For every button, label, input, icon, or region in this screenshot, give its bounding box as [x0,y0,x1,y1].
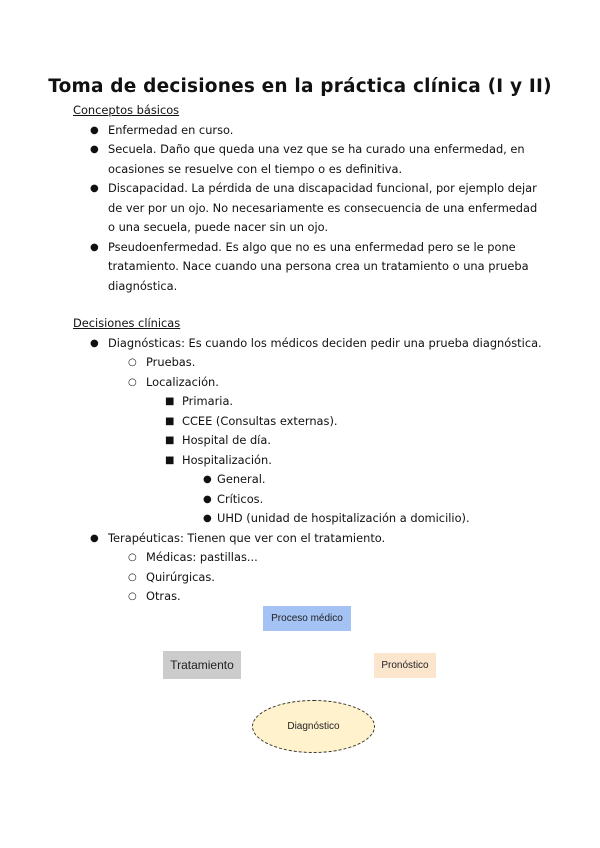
diagram-node-tratamiento: Tratamiento [163,651,241,679]
bullet-icon: ● [203,493,212,505]
bullet-icon: ● [90,241,99,253]
square-bullet-icon: ■ [165,435,175,446]
list-item-text: Diagnósticas: Es cuando los médicos deciden pedir una prueba diagnóstica. [108,335,542,350]
list-item-text: Pseudoenfermedad. Es algo que no es una enfermedad pero se le pone [108,239,516,254]
bullet-icon: ● [90,183,99,194]
list-item-text: Localización. [146,374,219,389]
circle-bullet-icon: ○ [128,571,137,583]
list-item-text: tratamiento. Nace cuando una persona crea un tratamiento o una prueba [108,259,529,273]
list-item-text: ocasiones se resuelve con el tiempo o es definitiva. [108,161,403,176]
circle-bullet-icon: ○ [128,357,137,368]
list-item-text: o una secuela, puede nacer sin un ojo. [108,220,329,234]
bullet-icon: ● [203,513,212,524]
list-item-text: UHD (unidad de hospitalización a domicilio). [217,511,470,525]
list-item-text: Quirúrgicas. [146,569,215,584]
list-item-text: General. [217,472,266,486]
diagram-node-proceso-medico: Proceso médico [263,606,351,631]
list-item-text: Críticos. [217,491,264,506]
square-bullet-icon: ■ [165,415,175,427]
list-item-text: Médicas: pastillas... [146,550,258,564]
bullet-icon: ● [90,337,99,349]
list-item-text: de ver por un ojo. No necesariamente es consecuencia de una enfermedad [108,200,538,215]
list-item-text: diagnóstica. [108,278,178,293]
bullet-icon: ● [203,474,212,485]
section-heading-decisiones-clinicas: Decisiones clínicas [73,316,181,330]
diagram-node-pronostico: Pronóstico [374,653,436,678]
list-item-text: Discapacidad. La pérdida de una discapacidad funcional, por ejemplo dejar [108,181,537,195]
circle-bullet-icon: ○ [128,591,137,602]
list-item-text: Hospitalización. [182,452,272,467]
list-item-text: Pruebas. [146,355,196,369]
list-item-text: Enfermedad en curso. [108,122,234,137]
list-item-text: Secuela. Daño que queda una vez que se ha curado una enfermedad, en [108,142,525,156]
list-item-text: Hospital de día. [182,433,271,447]
square-bullet-icon: ■ [165,454,175,466]
list-item-text: Primaria. [182,394,234,408]
bullet-icon: ● [90,124,99,136]
document-title: Toma de decisiones en la práctica clínica (I y II) [48,76,552,97]
list-item-text: Terapéuticas: Tienen que ver con el tratamiento. [108,530,386,545]
square-bullet-icon: ■ [165,396,175,407]
list-item-text: Otras. [146,589,181,603]
circle-bullet-icon: ○ [128,552,137,563]
circle-bullet-icon: ○ [128,376,137,388]
section-heading-conceptos-basicos: Conceptos básicos [73,103,180,117]
diagram-node-diagnostico: Diagnóstico [252,700,375,753]
bullet-icon: ● [90,144,99,155]
bullet-icon: ● [90,532,99,544]
list-item-text: CCEE (Consultas externas). [182,413,338,428]
